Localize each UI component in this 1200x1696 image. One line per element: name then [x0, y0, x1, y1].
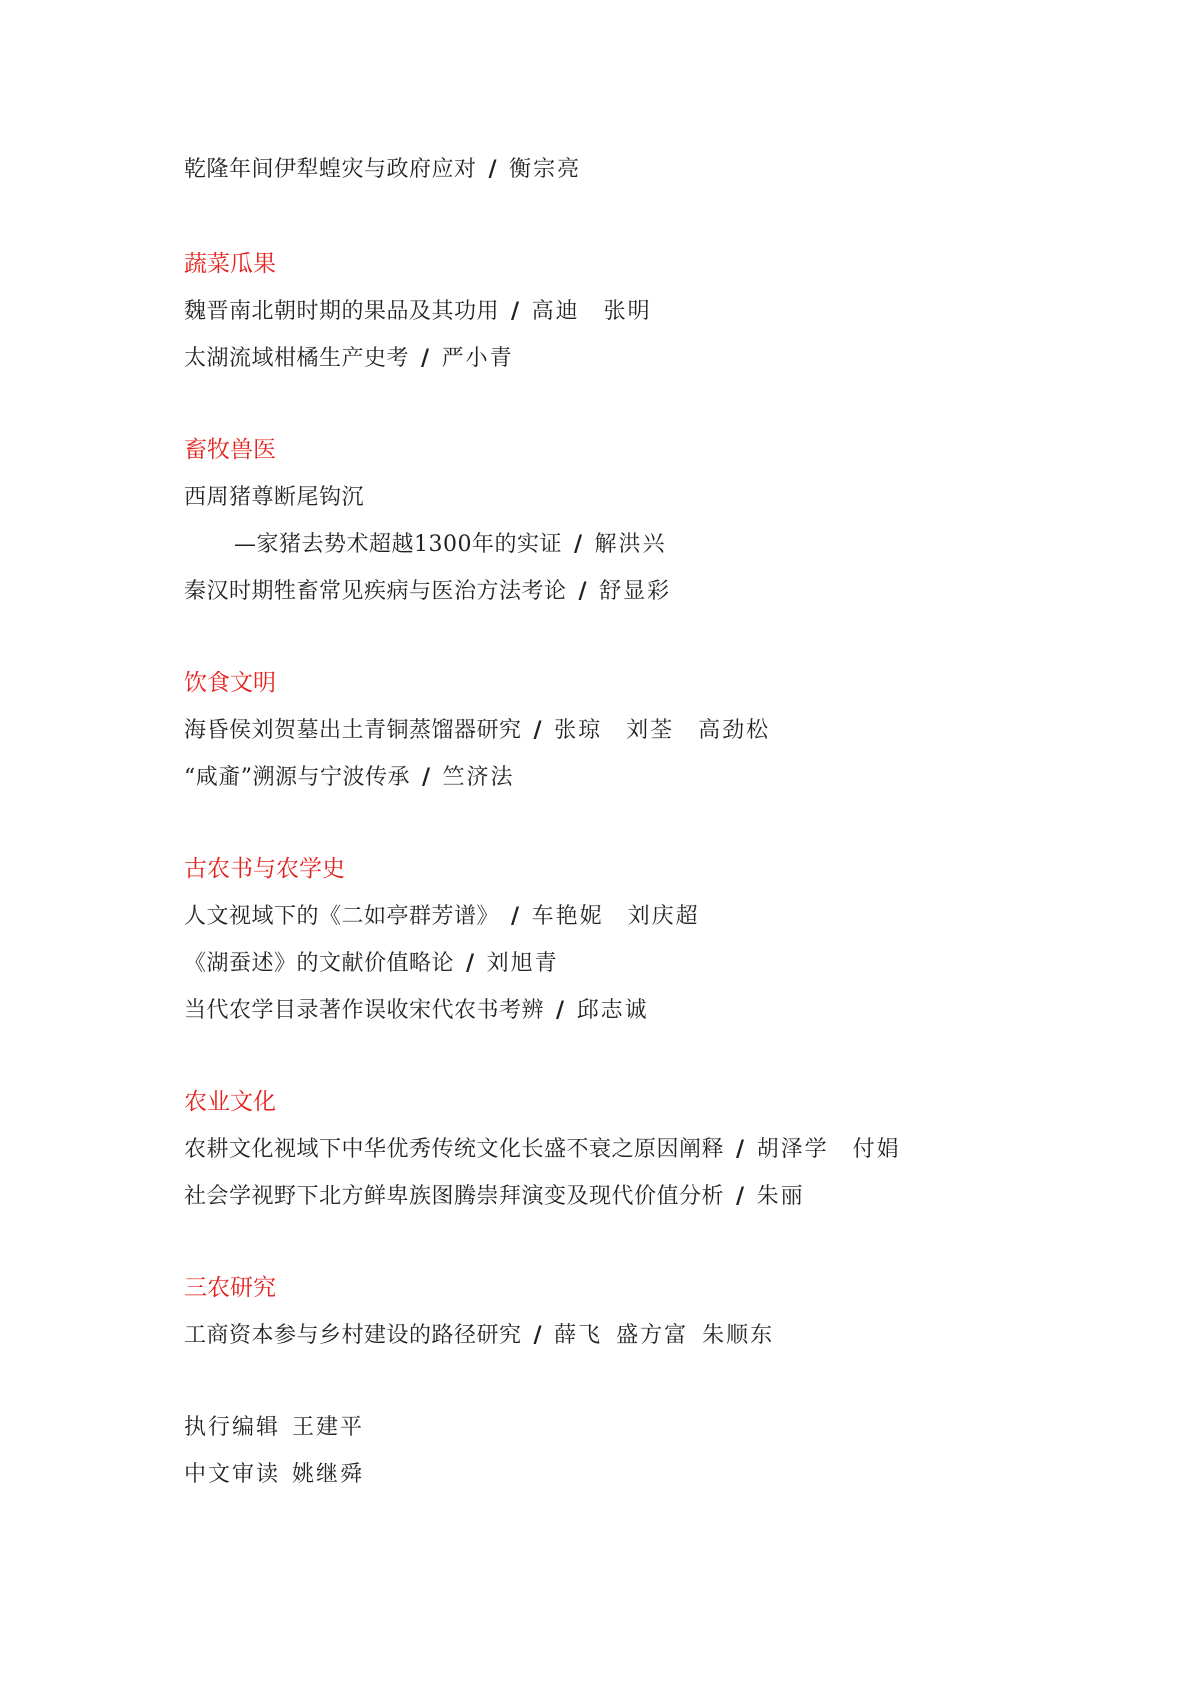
section-title: 蔬菜瓜果: [184, 251, 276, 277]
toc-entry: [184, 335, 1144, 382]
entry-separator: /: [736, 1136, 745, 1162]
toc-section: [184, 1079, 1144, 1220]
entry-author: 衡宗亮: [509, 157, 582, 182]
entry-separator: /: [533, 717, 543, 743]
toc-section: [184, 241, 1144, 382]
entry-author: 舒显彩: [599, 579, 672, 604]
entry-separator: /: [736, 1183, 745, 1209]
toc-section: [184, 427, 1144, 615]
entry-separator: /: [574, 531, 583, 557]
entry-title: 农耕文化视域下中华优秀传统文化长盛不衰之原因阐释: [184, 1137, 725, 1162]
entry-title: 当代农学目录著作误收宋代农书考辨: [184, 998, 545, 1023]
entry-subtitle: —家猪去势术超越1300年的实证: [234, 532, 562, 557]
entry-title: 社会学视野下北方鲜卑族图腾崇拜演变及现代价值分析: [184, 1184, 725, 1209]
toc-entry: [184, 288, 1144, 335]
toc-entry: [184, 754, 1144, 801]
entry-separator: /: [511, 298, 520, 324]
entry-author: 高迪: [531, 299, 580, 324]
entry-author: 高劲松: [698, 718, 771, 743]
toc-entry: [184, 1173, 1144, 1220]
entry-author: 薛飞: [554, 1323, 603, 1348]
entry-title: “咸齑”溯源与宁波传承: [184, 765, 410, 790]
credit-label: 中文审读: [184, 1462, 281, 1487]
entry-author: 张明: [603, 299, 652, 324]
toc-entry-subtitle: [184, 521, 1144, 568]
entry-author: 邱志诚: [576, 998, 649, 1023]
entry-separator: /: [556, 997, 565, 1023]
credit-label: 执行编辑: [184, 1415, 281, 1440]
entry-separator: /: [488, 156, 498, 182]
section-title: 古农书与农学史: [184, 856, 345, 882]
entry-author: 付娟: [852, 1137, 901, 1162]
entry-author: 严小青: [441, 346, 514, 371]
toc-entry: [184, 987, 1144, 1034]
entry-title: 《湖蚕述》的文献价值略论: [184, 951, 455, 976]
entry-author: 胡泽学: [756, 1137, 829, 1162]
section-title: 三农研究: [184, 1275, 276, 1301]
credit-name: 王建平: [292, 1415, 365, 1440]
credit-name: 姚继舜: [292, 1462, 365, 1487]
entry-title: 魏晋南北朝时期的果品及其功用: [184, 299, 500, 324]
entry-author: 刘旭青: [486, 951, 559, 976]
credit-line: [184, 1404, 1144, 1451]
toc-section: [184, 1265, 1144, 1359]
toc-entry: [184, 1312, 1144, 1359]
entry-author: 盛方富: [616, 1323, 689, 1348]
section-title: 畜牧兽医: [184, 437, 276, 463]
credits: [184, 1404, 1144, 1498]
entry-title: 秦汉时期牲畜常见疾病与医治方法考论: [184, 579, 567, 604]
toc-entry: [184, 893, 1144, 940]
toc-entry: [184, 474, 1144, 521]
entry-title: 海昏侯刘贺墓出土青铜蒸馏器研究: [184, 718, 522, 743]
entry-separator: /: [511, 903, 520, 929]
entry-separator: /: [578, 578, 588, 604]
entry-title: 西周猪尊断尾钩沉: [184, 485, 365, 510]
entry-title: 工商资本参与乡村建设的路径研究: [184, 1323, 522, 1348]
toc-section: [184, 660, 1144, 801]
entry-title: 人文视域下的《二如亭群芳谱》: [184, 904, 500, 929]
entry-author: 车艳妮: [531, 904, 604, 929]
section-title: 饮食文明: [184, 670, 276, 696]
entry-author: 张琼: [554, 718, 603, 743]
entry-title: 乾隆年间伊犁蝗灾与政府应对: [184, 157, 477, 182]
entry-separator: /: [421, 345, 430, 371]
toc-section: [184, 846, 1144, 1034]
toc-entry: [184, 568, 1144, 615]
toc-entry: [184, 940, 1144, 987]
entry-title: 太湖流域柑橘生产史考: [184, 346, 410, 371]
section-title: 农业文化: [184, 1089, 276, 1115]
table-of-contents: [184, 146, 1144, 1498]
credit-line: [184, 1451, 1144, 1498]
entry-author: 解洪兴: [594, 532, 667, 557]
entry-separator: /: [533, 1322, 543, 1348]
entry-author: 刘庆超: [627, 904, 700, 929]
entry-separator: /: [466, 950, 475, 976]
entry-separator: /: [422, 764, 431, 790]
entry-author: 刘荃: [626, 718, 675, 743]
entry-author: 朱丽: [756, 1184, 805, 1209]
entry-author: 朱顺东: [702, 1323, 775, 1348]
toc-entry: [184, 146, 1144, 193]
toc-entry: [184, 707, 1144, 754]
toc-entry: [184, 1126, 1144, 1173]
entry-author: 竺济法: [442, 765, 515, 790]
